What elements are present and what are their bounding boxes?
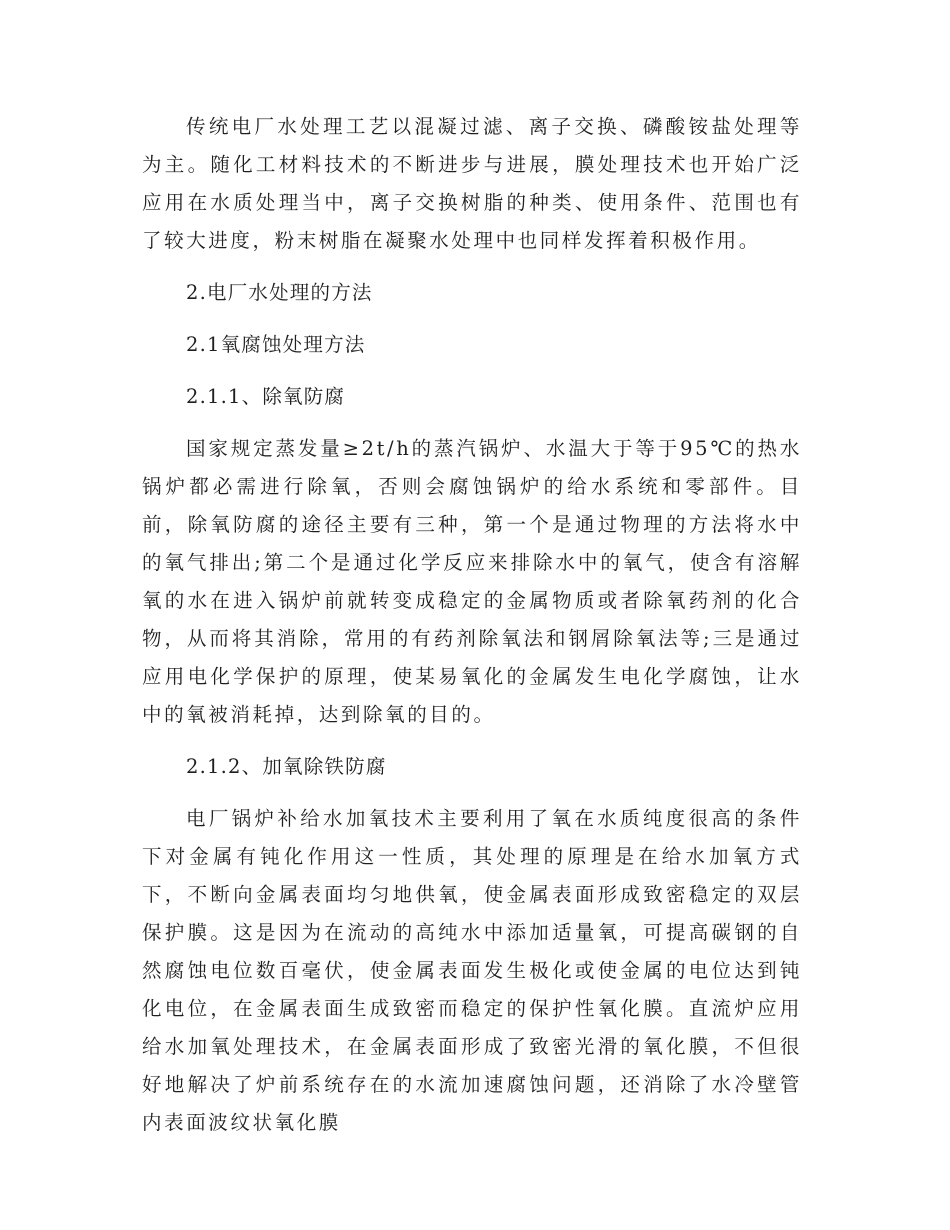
document-page (142, 108, 802, 1142)
paragraph-intro: 传统电厂水处理工艺以混凝过滤、离子交换、磷酸铵盐处理等为主。随化工材料技术的不断进步与进展，膜处理技术也开始广泛应用在水质处理当中，离子交换树脂的种类、使用条件、范围也有了较大进度，粉末树脂在凝聚水处理中也同样发挥着积极作用。 (142, 115, 802, 252)
paragraph-oxygenation: 电厂锅炉补给水加氧技术主要利用了氧在水质纯度很高的条件下对金属有钝化作用这一性质，其处理的原理是在给水加氧方式下，不断向金属表面均匀地供氧，使金属表面形成致密稳定的双层保护膜。这是因为在流动的高纯水中添加适量氧，可提高碳钢的自然腐蚀电位数百毫伏，使金属表面发生极化或使金属的电位达到钝化电位，在金属表面生成致密而稳定的保护性氧化膜。直流炉应用给水加氧处理技术，在金属表面形成了致密光滑的氧化膜，不但很好地解决了炉前系统存在的水流加速腐蚀问题，还消除了水冷壁管内表面波纹状氧化膜 (142, 807, 802, 1134)
section-heading-2: 2.电厂水处理的方法 (186, 281, 373, 304)
paragraph-deoxygenation: 国家规定蒸发量≥2t/h的蒸汽锅炉、水温大于等于95℃的热水锅炉都必需进行除氧，否则会腐蚀锅炉的给水系统和零部件。目前，除氧防腐的途径主要有三种，第一个是通过物理的方法将水中的氧气排出;第二个是通过化学反应来排除水中的氧气，使含有溶解氧的水在进入锅炉前就转变成稳定的金属物质或者除氧药剂的化合物，从而将其消除，常用的有药剂除氧法和钢屑除氧法等;三是通过应用电化学保护的原理，使某易氧化的金属发生电化学腐蚀，让水中的氧被消耗掉，达到除氧的目的。 (142, 437, 802, 726)
section-heading-2-1-1: 2.1.1、除氧防腐 (186, 385, 346, 408)
section-heading-2-1-2: 2.1.2、加氧除铁防腐 (186, 755, 387, 778)
section-heading-2-1: 2.1氧腐蚀处理方法 (186, 333, 366, 356)
